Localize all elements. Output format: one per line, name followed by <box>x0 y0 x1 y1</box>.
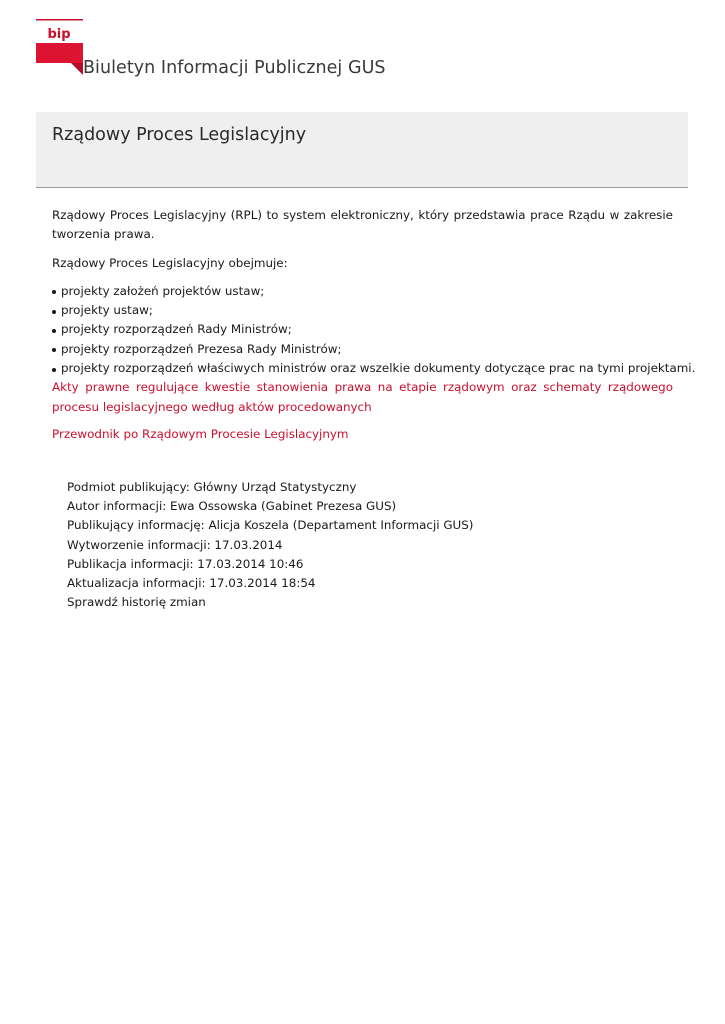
lead-paragraph: Rządowy Proces Legislacyjny obejmuje: <box>52 255 288 270</box>
bullet-icon <box>52 348 56 352</box>
publishing-person-info: Publikujący informację: Alicja Koszela (Departament Informacji GUS) <box>67 518 474 533</box>
article-content <box>52 206 696 444</box>
bip-logo-text: bip <box>47 27 71 42</box>
change-history-link[interactable]: Sprawdź historię zmian <box>67 595 206 610</box>
bullet-icon <box>52 310 56 314</box>
bullet-icon <box>52 368 56 372</box>
bip-logo-graphic <box>36 19 83 75</box>
publication-metadata <box>67 478 473 612</box>
list-item: projekty rozporządzeń właściwych ministrów oraz wszelkie dokumenty dotyczące prac na tymi projektami. <box>52 359 673 378</box>
bip-logo[interactable] <box>36 19 83 75</box>
legal-acts-link[interactable]: Akty prawne regulujące kwestie stanowienia prawa na etapie rządowym oraz schematy rządowego procesu legislacyjnego według aktów procedowanych <box>52 380 673 414</box>
page-title-band <box>36 112 688 188</box>
list-item: projekty założeń projektów ustaw; <box>52 282 673 301</box>
intro-paragraph: Rządowy Proces Legislacyjny (RPL) to system elektroniczny, który przedstawia prace Rządu w zakresie tworzenia prawa. <box>52 208 673 242</box>
created-date: Wytworzenie informacji: 17.03.2014 <box>67 537 283 552</box>
publisher-info: Podmiot publikujący: Główny Urząd Statystyczny <box>67 480 357 494</box>
list-item: projekty ustaw; <box>52 301 673 320</box>
author-info: Autor informacji: Ewa Ossowska (Gabinet Prezesa GUS) <box>67 499 397 514</box>
list-item: projekty rozporządzeń Rady Ministrów; <box>52 320 673 339</box>
site-title[interactable]: Biuletyn Informacji Publicznej GUS <box>83 58 386 78</box>
published-date: Publikacja informacji: 17.03.2014 10:46 <box>67 556 304 571</box>
bullet-icon <box>52 290 56 294</box>
legislative-guide-link[interactable]: Przewodnik po Rządowym Procesie Legislacyjnym <box>52 426 349 441</box>
page-title: Rządowy Proces Legislacyjny <box>52 125 307 145</box>
list-item: projekty rozporządzeń Prezesa Rady Ministrów; <box>52 340 673 359</box>
updated-date: Aktualizacja informacji: 17.03.2014 18:54 <box>67 576 316 591</box>
scope-list <box>52 282 696 378</box>
bullet-icon <box>52 329 56 333</box>
